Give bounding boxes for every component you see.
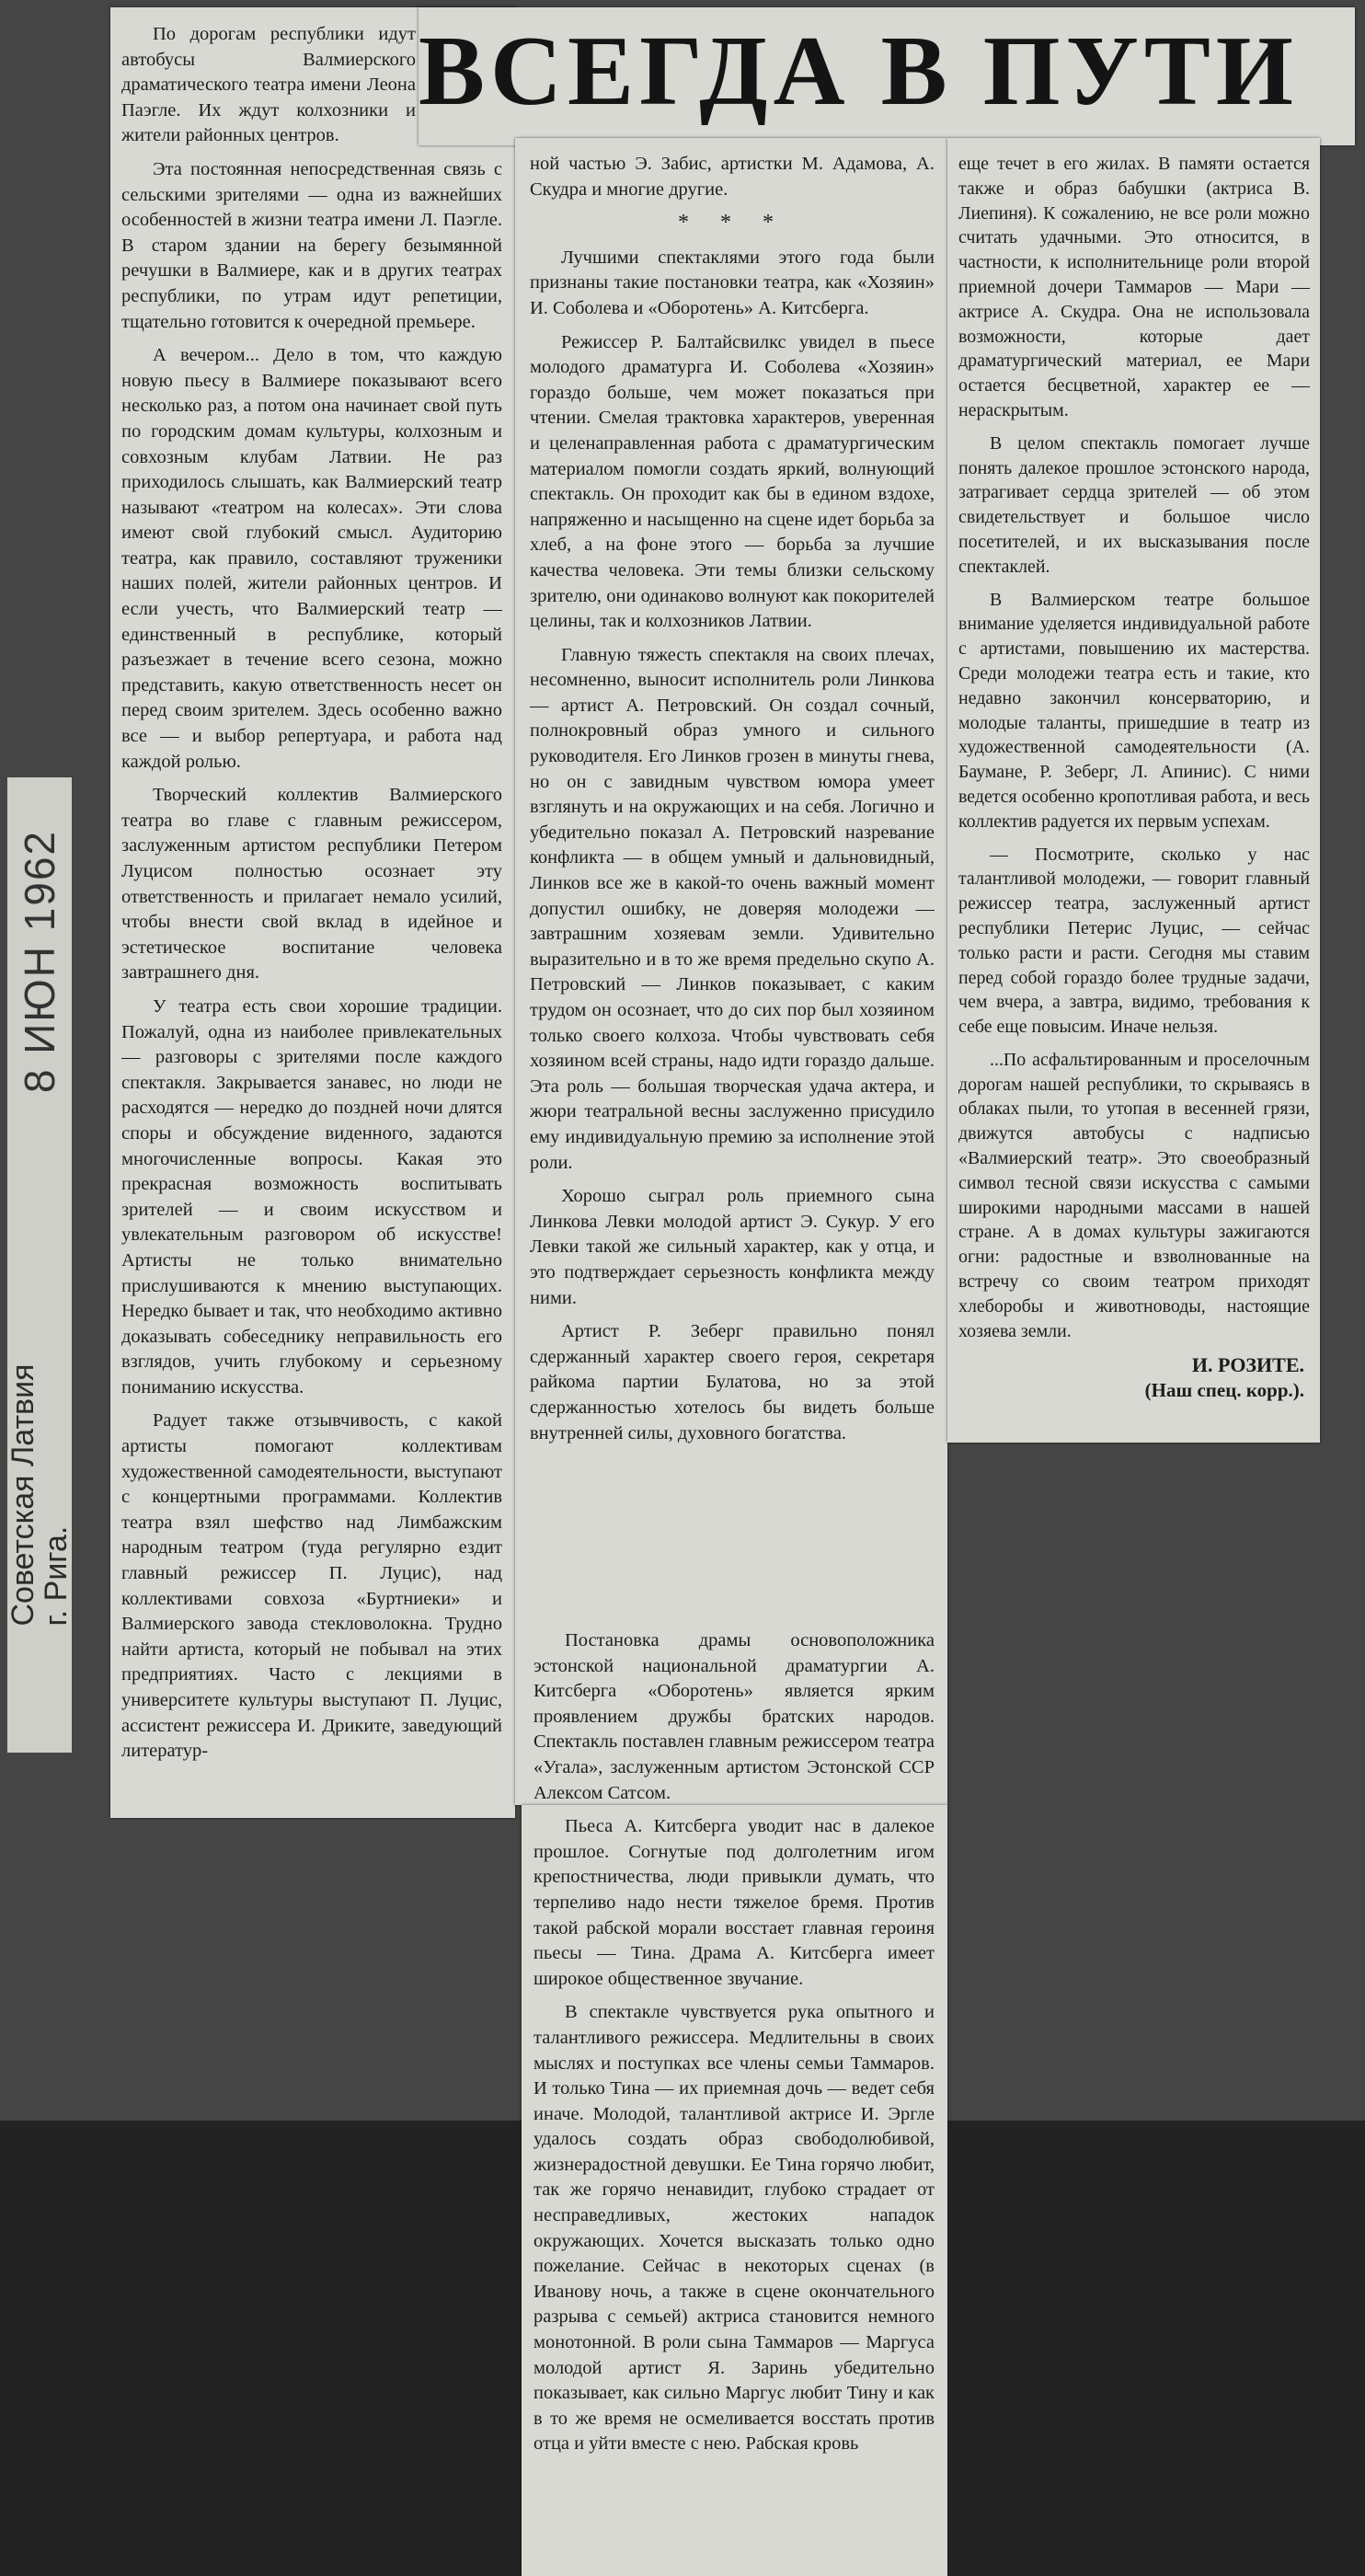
article-column-1 [121,22,502,1811]
paragraph: Хорошо сыграл роль приемного сына Линкова Левки молодой артист Э. Сукур. У его Левки такой же сильный характер, как у отца, и это подтверждает серьезность конфликта между ними. [530,1186,935,1308]
section-separator: * * * [678,211,786,236]
paragraph: У театра есть свои хорошие традиции. Пожалуй, одна из наиболее привлекательных — разговоры с зрителями после каждого спектакля. Закрывается занавес, но люди не расходятся — нередко до поздней ночи длятся споры и обсуждение виденного, задаются многочисленные вопросы. Какая это прекрасная возможность воспитывать зрителей — и своим искусством и увлекательным разговором об искусстве! Артисты не только внимательно прислушиваются к мнению выступающих. Нередко бывает и так, что необходимо активно доказывать собеседнику неправильность его взглядов, учить глубокому и серьезному пониманию искусства. [121,995,502,1397]
paragraph: Лучшими спектаклями этого года были признаны такие постановки театра, как «Хозяин» И. Соболева и «Оборотень» А. Китсберга. [530,247,935,318]
article-column-2 [530,152,935,1624]
paragraph: Постановка драмы основоположника эстонской национальной драматургии А. Китсберга «Оборотень» является ярким проявлением дружбы братских народов. Спектакль поставлен главным режиссером театра «Угала», заслуженным артистом Эстонской ССР Алексом Сатсом. [533,1630,935,1803]
paragraph: Артист Р. Зеберг правильно понял сдержанный характер своего героя, секретаря райкома партии Булатова, но за этой сдержанностью хотелось бы видеть больше внутренней силы, духовного богатства. [530,1321,935,1443]
paragraph: В Валмиерском театре большое внимание уделяется индивидуальной работе с артистами, повышению их мастерства. Среди молодежи театра есть и такие, кто недавно закончил консерваторию, и молодые таланты, пришедшие в театр из художественной самодеятельности (А. Бауманe, Р. Зеберг, Л. Апинис). С ними ведется особенно кропотливая работа, и весь коллектив радуется их первым успехам. [958,589,1310,832]
stamp-date: 8 ИЮН 1962 [16,829,63,1094]
paragraph: Эта постоянная непосредственная связь с сельскими зрителями — одна из важнейших особенностей в жизни театра имени Л. Паэгле. В старом здании на берегу безымянной речушки в Валмиере, как и в других театрах республики, по утрам идут репетиции, тщательно готовится к очередной премьере. [121,158,502,332]
paragraph: еще течет в его жилах. В памяти остается также и образ бабушки (актриса В. Лиепиня). К сожалению, не все роли можно считать удачными. Это относится, в частности, к исполнительнице роли второй приемной дочери Таммаров — Мари — актрисе А. Скудра. Она не использовала возможности, которые дает драматургический материал, ее Мари остается бесцветной, характер ее — нераскрытым. [958,154,1310,420]
paragraph: ной частью Э. Забис, артистки М. Адамова, А. Скудра и многие другие. [530,154,935,200]
paragraph: Творческий коллектив Валмиерского театра во главе с главным режиссером, заслуженным артистом республики Петером Луцисом полностью осознает эту ответственность и прилагает немало усилий, чтобы внести свой вклад в идейное и эстетическое воспитание человека завтрашнего дня. [121,785,502,983]
paragraph: Пьеса А. Китсберга уводит нас в далекое прошлое. Согнутые под долголетним игом крепостничества, люди привыкли думать, что терпеливо надо нести тяжелое бремя. Против такой рабской морали восстает главная героиня пьесы — Тина. Драма А. Китсберга имеет широкое общественное звучание. [533,1816,935,1989]
paragraph: — Посмотрите, сколько у нас талантливой молодежи, — говорит главный режиссер театра, заслуженный артист республики Петерис Луцис, — сейчас только расти и расти. Сегодня мы ставим перед собой гораздо более трудные задачи, чем вчера, а завтра, видимо, требования к себе еще повысим. Иначе нельзя. [958,844,1310,1038]
paragraph: А вечером... Дело в том, что каждую новую пьесу в Валмиере показывают всего несколько раз, а потом она начинает свой путь по городским домам культуры, колхозным и совхозным клубам Латвии. Не раз приходилось слышать, как Валмиерский театр называют «театром на колесах». Эти слова имеют свой глубокий смысл. Аудиторию театра, как правило, составляют труженики наших полей, жители районных центров. И если учесть, что Валмиерский театр — единственный в республике, который разъезжает в течение всего сезона, можно представить, какую ответственность несет он перед своим зрителем. Здесь особенно важно все — и выбор репертуара, и работа над каждой ролью. [121,345,502,772]
paragraph: Режиссер Р. Балтайсвилкс увидел в пьесе молодого драматурга И. Соболева «Хозяин» гораздо больше, чем может показаться при чтении. Смелая трактовка характеров, уверенная и целенаправленная работа с драматургическим материалом помогли создать яркий, волнующий спектакль. Он проходит как бы в едином вздохе, напряженно и насыщенно на сцене идет борьба за хлеб, а на фоне этого — борьба за лучшие качества человека. Эти темы близки сельскому зрителю, они одинаково волнуют как покорителей целины, так и колхозников Латвии. [530,331,935,632]
stamp-city: г. Рига. [39,1525,74,1627]
article-column-2-continued [533,1628,935,2570]
stamp-newspaper [6,1363,73,1626]
paragraph: По дорогам республики идут автобусы Валмиерского драматического театра имени Леона Паэгле. Их ждут колхозники и жители районных центров. [121,24,416,146]
paragraph: ...По асфальтированным и проселочным дорогам нашей республики, то скрываясь в облаках пыли, то утопая в весенней грязи, движутся автобусы с надписью «Валмиерский театр». Это своеобразный символ тесной связи искусства с самыми широкими народными массами в нашей стране. А в домах культуры зажигаются огни: радостные и взволнованные на встречу со своим театром приходят хлеборобы и животноводы, настоящие хозяева земли. [958,1049,1310,1341]
paragraph: Радует также отзывчивость, с какой артисты помогают коллективам художественной самодеятельности, выступают с концертными программами. Коллектив театра взял шефство над Лимбажским народным театром (туда регулярно ездит главный режиссер П. Луцис), над коллективами совхоза «Буртниеки» и Валмиерского завода стекловолокна. Трудно найти артиста, который не побывал на этих предприятиях. Часто с лекциями в университете культуры выступают П. Луцис, ассистент режиссера И. Дриките, заведующий литератур- [121,1410,502,1762]
paragraph: В спектакле чувствуется рука опытного и талантливого режиссера. Медлительны в своих мыслях и поступках все члены семьи Таммаров. И только Тина — их приемная дочь — ведет себя иначе. Молодой, талантливой актрисе И. Эргле удалось создать образ свободолюбивой, жизнерадостной девушки. Ее Тина горячо любит, так же горячо ненавидит, глубоко страдает от несправедливых, жестоких нападок окружающих. Хочется высказать только одно пожелание. Сейчас в некоторых сценах (в Иванову ночь, а также в сцене окончательного разрыва с семьей) актриса становится немного монотонной. В роли сына Таммаров — Маргуса молодой артист Я. Заринь убедительно показывает, как сильно Маргус любит Тину и как в то же время не осмеливается восстать против отца и уйти вместе с нею. Рабская кровь [533,2002,935,2455]
paragraph: В целом спектакль помогает лучше понять далекое прошлое эстонского народа, затрагивает сердца зрителей — об этом свидетельствует и большое число посетителей, и их высказывания после спектаклей. [958,432,1310,577]
author-signature: И. РОЗИТЕ. [1191,1353,1304,1377]
article-column-3 [958,152,1310,1440]
author-credit: (Наш спец. корр.). [1144,1379,1304,1402]
paragraph: Главную тяжесть спектакля на своих плечах, несомненно, выносит исполнитель роли Линкова — артист А. Петровский. Он создал сочный, полнокровный образ умного и сильного руководителя. Его Линков грозен в минуты гнева, но он с завидным чувством юмора умеет взглянуть и на окружающих и на себя. Логично и убедительно показал А. Петровский назревание конфликта — в общем умный и дальновидный, Линков все же в какой-то очень важный момент допустил ошибку, не доверяя молодежи — завтрашним хозяевам земли. Удивительно выразительно и в то же время предельно скупо А. Петровский — Линков показывает, с каким трудом он осознает, что до сих пор был хозяином только своего колхоза. Чтобы чувствовать себя хозяином всей страны, надо идти гораздо дальше. Эта роль — большая творческая удача актера, и жюри театральной весны заслуженно присудило ему индивидуальную премию за исполнение этой роли. [530,644,935,1173]
archive-stamp [7,777,72,1753]
article-title: ВСЕГДА В ПУТИ [419,17,1299,126]
stamp-newspaper-name: Советская Латвия [6,1363,40,1627]
